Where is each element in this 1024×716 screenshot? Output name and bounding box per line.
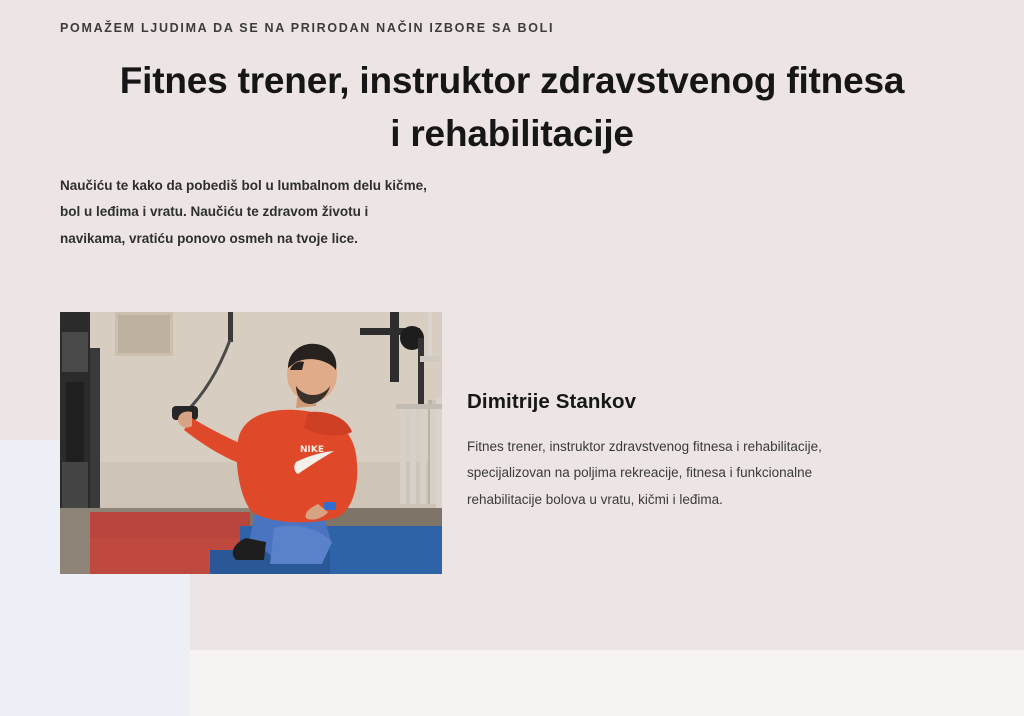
- profile-name: Dimitrije Stankov: [467, 390, 637, 413]
- eyebrow-text: POMAŽEM LJUDIMA DA SE NA PRIRODAN NAČIN IZBORE SA BOLI: [60, 21, 555, 35]
- photo-illustration: [60, 312, 442, 574]
- hero-subcopy: Naučiću te kako da pobediš bol u lumbalnom delu kičme, bol u leđima i vratu. Naučiću te zdravom životu i navikama, vratiću ponovo osmeh na tvoje lice.: [60, 178, 427, 246]
- profile-description: Fitnes trener, instruktor zdravstvenog fitnesa i rehabilitacije, specijalizovan na poljima rekreacije, fitnesa i funkcionalne rehabilitacije bolova u vratu, kičmi i leđima.: [467, 439, 822, 507]
- page-title: Fitnes trener, instruktor zdravstvenog fitnesa i rehabilitacije: [119, 60, 905, 154]
- trainer-photo: [60, 312, 442, 574]
- profile-block: [467, 390, 837, 513]
- svg-text:NIKE: NIKE: [300, 445, 325, 455]
